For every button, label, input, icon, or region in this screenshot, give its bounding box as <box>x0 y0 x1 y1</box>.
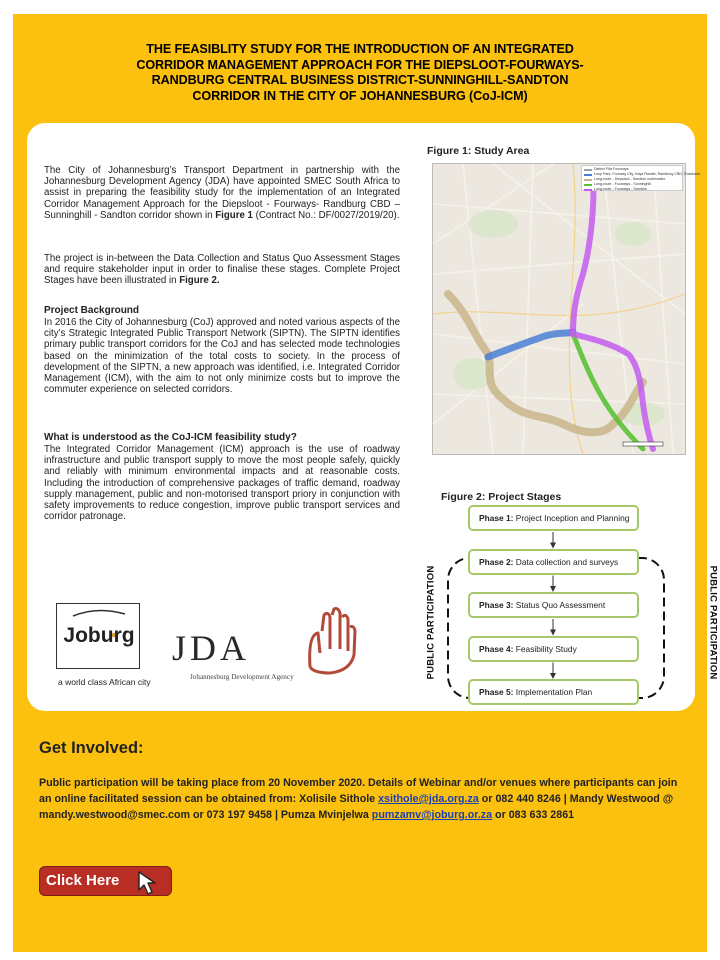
intro-paragraph <box>44 165 400 221</box>
background-heading: Project Background <box>44 305 140 316</box>
phase-box-2 <box>468 549 639 575</box>
participation-loop <box>448 558 664 698</box>
joburg-logo-box <box>56 603 140 669</box>
map-legend-item <box>584 187 680 192</box>
map-scale-bar <box>623 442 663 446</box>
background-body: In 2016 the City of Johannesburg (CoJ) approved and noted various aspects of the city’s Strategic Integrated Public Transport Network (SIPTN). The SIPTN identifies primary public transport corridors for the CoJ and has selected mode technologies based on the minimization of the total costs to society. In the process of development of the SIPTN, a new approach was identified, i.e. Integrated Corridor Management (ICM), with the aim to not only minimize costs but to improve the commuter experience on selected corridors. <box>44 317 400 396</box>
public-participation-left: PUBLIC PARTICIPATION <box>425 565 437 680</box>
joburg-wordmark: Joburg <box>63 624 135 647</box>
legend-swatch <box>584 189 592 191</box>
joburg-tagline: a world class African city <box>58 677 151 687</box>
phase-number: Phase 2: <box>479 556 514 567</box>
phase-label: Project Inception and Planning <box>515 513 630 523</box>
phase-box-1 <box>468 505 639 531</box>
get-involved-heading: Get Involved: <box>39 739 144 757</box>
figure1-caption: Figure 1: Study Area <box>427 145 530 157</box>
email-link-pumzamv[interactable]: pumzamv@joburg.or.za <box>371 809 493 821</box>
figure2-reference: Figure 2. <box>179 275 220 287</box>
contact-text-3: or 083 633 2861 <box>492 809 575 821</box>
phase-label: Implementation Plan <box>515 687 593 697</box>
jda-wordmark: JDA <box>172 628 251 668</box>
poster-frame <box>13 14 719 952</box>
phase-box-5 <box>468 679 639 705</box>
jda-full-name: Johannesburg Development Agency <box>190 673 294 681</box>
legend-swatch <box>584 184 592 186</box>
phase-label: Data collection and surveys <box>515 556 619 567</box>
joburg-logo <box>44 583 164 693</box>
public-participation-right: PUBLIC PARTICIPATION <box>707 565 719 680</box>
map-legend <box>581 165 701 191</box>
legend-label: District Fifa Fourways <box>594 167 629 171</box>
icm-question-body: The Integrated Corridor Management (ICM) approach is the use of roadway infrastructure and public transport supply to move the most people safely, quickly and reliably with minimum environmental impacts and at reasonable costs. Including the introduction of comprehensive packages of traffic demand, roadway supply management, public and non-motorised transport priory in conjunction with safety improvements to reduce congestion, improve public transport services and corridor patronage. <box>44 444 400 523</box>
jda-hand-icon <box>300 605 360 675</box>
phase-label: Feasibility Study <box>515 643 577 654</box>
stages-paragraph <box>44 253 400 287</box>
legend-swatch <box>584 179 592 181</box>
contact-text-2: or 082 440 8246 | Mandy Westwood @ mandy.westwood@smec.com or 073 197 9458 | Pumza Mvinjelwa <box>39 793 674 821</box>
jda-logo <box>172 605 387 695</box>
poster-title: THE FEASIBLITY STUDY FOR THE INTRODUCTION OF AN INTEGRATED CORRIDOR MANAGEMENT APPROACH FOR THE DIEPSLOOT-FOURWAYS- RANDBURG CENTRAL BUSINESS DISTRICT-SUNNINGHILL-SANDTON CORRIDOR IN THE CITY OF JOHANNESBURG (CoJ-ICM) <box>136 42 584 103</box>
stages-text: The project is in-between the Data Collection and Status Quo Assessment Stages and require stakeholder input in order to finalise these stages. Complete Project Stages have been illustrated in <box>44 253 400 287</box>
cursor-arrow-icon <box>136 870 162 896</box>
legend-label: Long-route - Fourways - Sunninghill <box>594 182 651 186</box>
click-here-label: Click Here <box>46 872 120 889</box>
content-panel <box>27 123 719 711</box>
figure1-reference: Figure 1 <box>215 209 253 221</box>
phase-box-3 <box>468 592 639 618</box>
study-area-map <box>432 163 701 455</box>
phase-box-4 <box>468 636 639 662</box>
intro-text: The City of Johannesburg’s Transport Department in partnership with the Johannesburg Development Agency (JDA) have appointed SMEC South Africa to assist in preparing the feasibility study for the implementation of an Integrated Corridor Management Approach for the Diepsloot - Fourways- Randburg CBD – Sunninghill - Sandton corridor shown in <box>44 165 400 221</box>
legend-label: Long-route - Fourways - Sandton <box>594 187 647 191</box>
click-here-button[interactable] <box>39 866 172 896</box>
contact-text-1: Public participation will be taking place from 20 November 2020. Details of Webinar and/or venues where participants can join an online facilitated session can be obtained from: Xolisile Sithole <box>39 777 678 805</box>
contract-number: (Contract No.: DF/0027/2019/20). <box>252 209 400 221</box>
map-canvas <box>433 164 685 454</box>
phase-number: Phase 3: <box>479 600 514 610</box>
figure2-caption: Figure 2: Project Stages <box>441 491 562 503</box>
legend-label: Long-route - Diepsloot - Sandton underwater <box>594 177 666 181</box>
project-stages-diagram <box>412 505 719 710</box>
phase-number: Phase 5: <box>479 687 514 697</box>
email-link-xsithole[interactable]: xsithole@jda.org.za <box>378 793 479 805</box>
legend-swatch <box>584 174 592 176</box>
phase-label: Status Quo Assessment <box>515 600 606 610</box>
contact-details <box>39 775 679 823</box>
icm-question-heading: What is understood as the CoJ-ICM feasibility study? <box>44 432 297 443</box>
legend-label: Loop Park, Fourway City, Kaya Randle, Randburg CBD, Rosebank <box>594 172 701 176</box>
legend-swatch <box>584 169 592 171</box>
phase-number: Phase 1: <box>479 513 514 523</box>
phase-number: Phase 4: <box>479 643 514 654</box>
